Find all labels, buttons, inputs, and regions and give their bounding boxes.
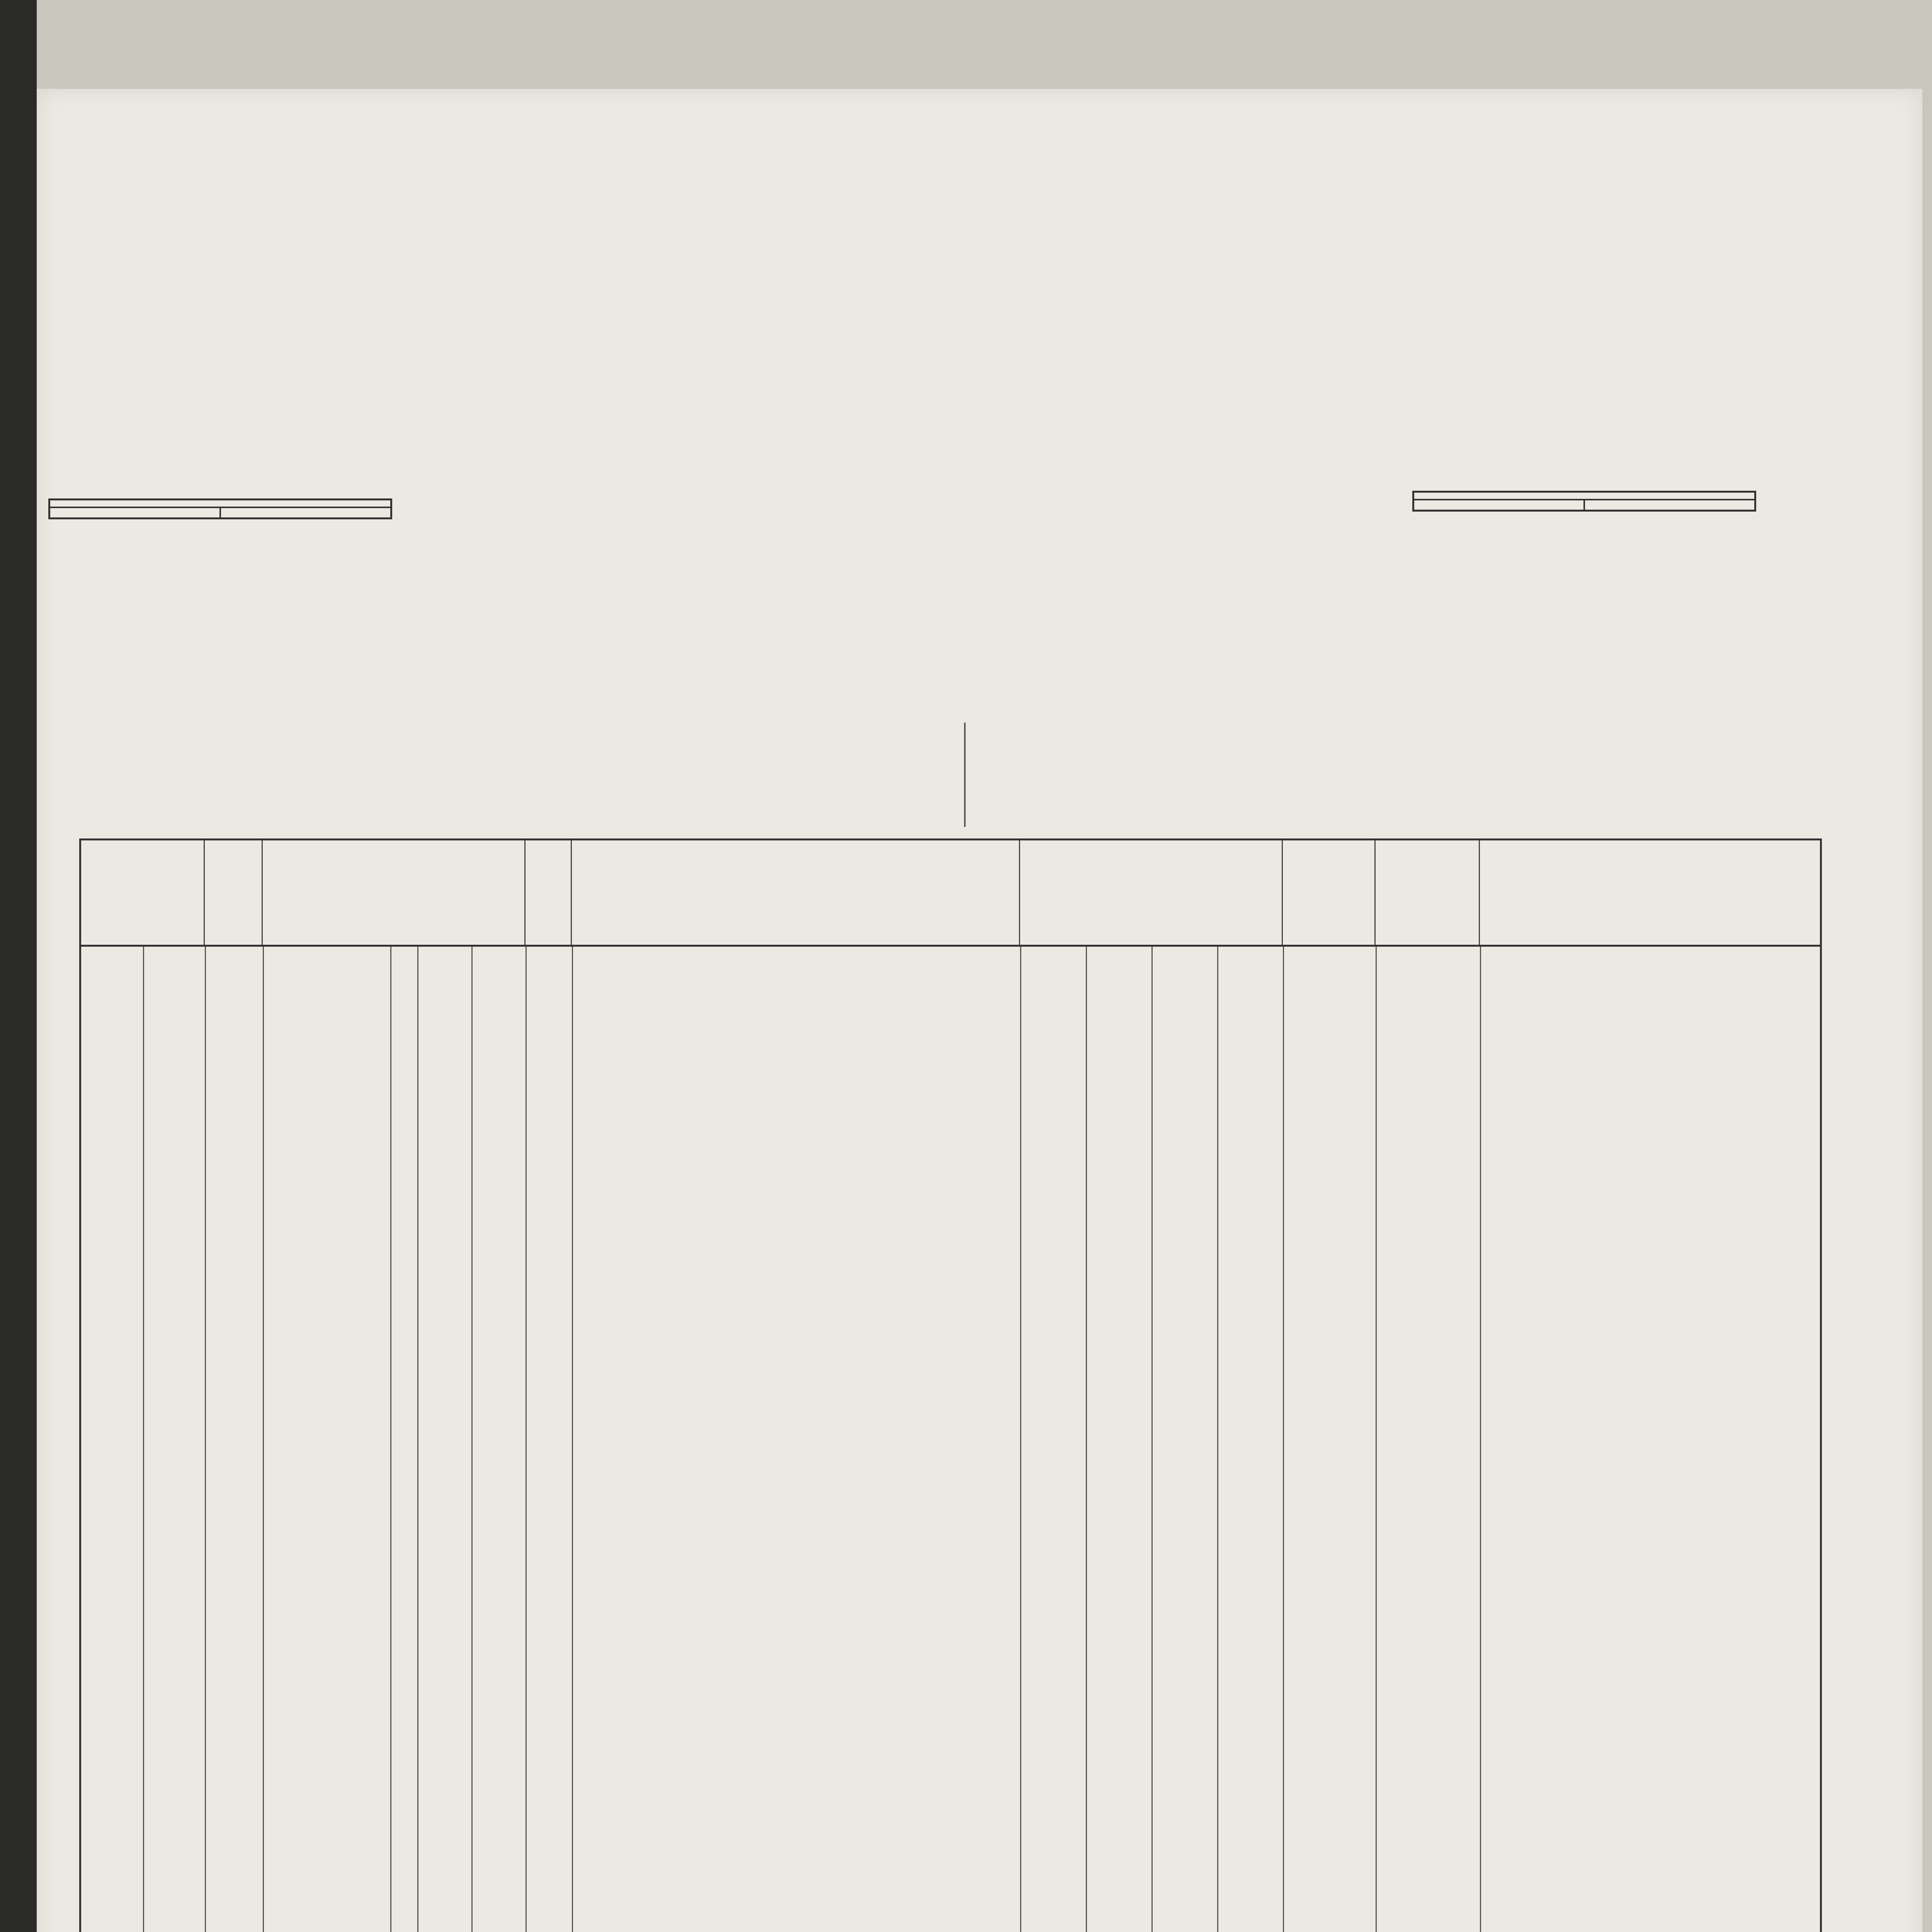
header-cours xyxy=(1020,840,1283,945)
subscription-box-right xyxy=(1412,491,1756,512)
avis-divider xyxy=(964,723,966,827)
header-cloture xyxy=(1283,840,1376,945)
header-valeur xyxy=(205,840,263,945)
top-info-row xyxy=(60,158,1899,189)
subscription-box-title xyxy=(50,500,390,508)
header-designation xyxy=(572,840,1020,945)
header-coupons xyxy=(263,840,526,945)
binding-spine xyxy=(0,0,37,1932)
quotation-table xyxy=(79,838,1822,1932)
table-body xyxy=(81,947,1820,1932)
table-header xyxy=(81,840,1820,947)
subscription-box-title xyxy=(1414,493,1754,500)
newspaper-page xyxy=(37,89,1922,1932)
header-exercice xyxy=(526,840,572,945)
subscription-box-left xyxy=(48,498,392,519)
header-observations xyxy=(1480,840,1816,945)
header-releve xyxy=(1376,840,1480,945)
header-montant xyxy=(81,840,205,945)
